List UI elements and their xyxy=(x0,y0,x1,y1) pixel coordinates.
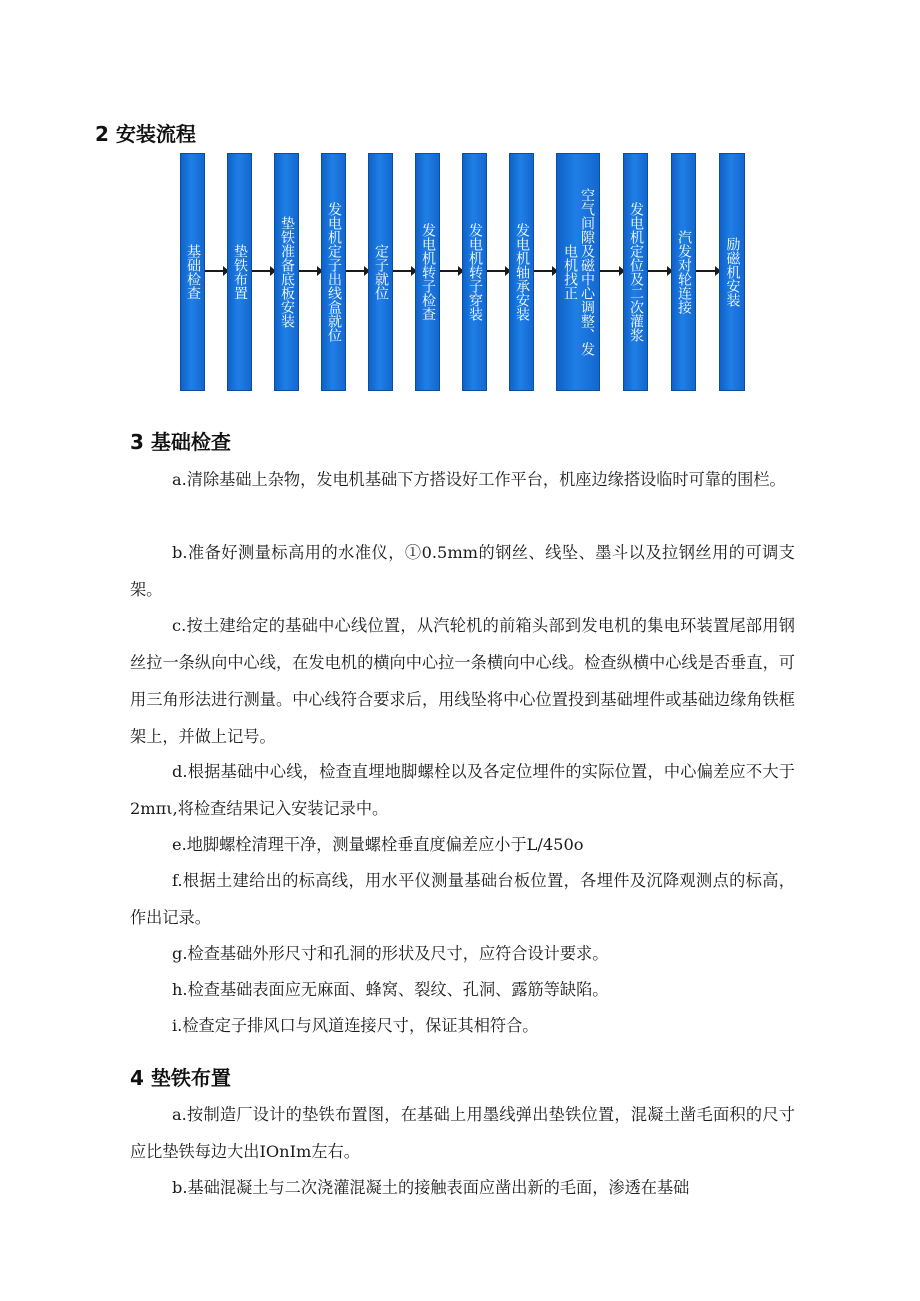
flow-step-label: 发电机转子检查 xyxy=(420,223,436,321)
section-3-title: 3 基础检查 xyxy=(130,430,231,454)
flow-step-label: 励磁机安装 xyxy=(724,237,741,307)
check-item-i: i.检查定子排风口与风道连接尺寸，保证其相符合。 xyxy=(172,1016,539,1035)
flow-step-label: 发电机定位及二次灌浆 xyxy=(628,202,644,342)
flow-step-label: 垫铁布置 xyxy=(232,244,248,300)
flow-step-5 xyxy=(368,153,393,391)
flow-step-9 xyxy=(556,153,600,391)
flow-arrow xyxy=(252,270,274,272)
check-item-a: a.清除基础上杂物，发电机基础下方搭设好工作平台，机座边缘搭设临时可靠的围栏。 xyxy=(172,470,786,489)
check-item-h: h.检查基础表面应无麻面、蜂窝、裂纹、孔洞、露筋等缺陷。 xyxy=(172,980,609,999)
check-item-b: b.准备好测量标高用的水准仪，①0.5mm的钢丝、线坠、墨斗以及拉钢丝用的可调支架。 xyxy=(130,543,795,599)
flow-arrow xyxy=(487,270,509,272)
flow-arrow xyxy=(440,270,462,272)
flow-arrow xyxy=(205,270,227,272)
flow-step-6 xyxy=(415,153,440,391)
flow-step-4 xyxy=(321,153,346,391)
flow-step-11 xyxy=(671,153,696,391)
check-item-f: f.根据土建给出的标高线，用水平仪测量基础台板位置，各埋件及沉降观测点的标高，作出记录。 xyxy=(130,871,795,927)
section-4-title: 4 垫铁布置 xyxy=(130,1066,231,1090)
section-2-title: 2 安装流程 xyxy=(95,122,196,146)
check-item-g: g.检查基础外形尺寸和孔洞的形状及尺寸，应符合设计要求。 xyxy=(172,944,609,963)
shim-item-a: a.按制造厂设计的垫铁布置图，在基础上用墨线弹出垫铁位置，混凝土凿毛面积的尺寸应比垫铁每边大出IOnIm左右。 xyxy=(130,1105,795,1161)
flow-step-label: 发电机轴承安装 xyxy=(514,223,530,321)
flow-step-label: 汽发对轮连接 xyxy=(676,230,692,314)
check-item-d: d.根据基础中心线，检查直埋地脚螺栓以及各定位埋件的实际位置，中心偏差应不大于2mπι,将检查结果记入安装记录中。 xyxy=(130,762,795,818)
flow-arrow xyxy=(600,270,623,272)
flow-step-label: 发电机定子出线盒就位 xyxy=(326,202,342,342)
flow-step-12 xyxy=(719,153,745,391)
flow-arrow xyxy=(534,270,556,272)
flow-step-label: 空气间隙及磁中心调整、发电机找正 xyxy=(562,188,595,356)
flow-arrow xyxy=(299,270,321,272)
flow-arrow xyxy=(346,270,368,272)
flow-step-10 xyxy=(623,153,648,391)
check-item-e: e.地脚螺栓清理干净，测量螺栓垂直度偏差应小于L∕450o xyxy=(172,835,584,854)
flow-step-label: 基础检查 xyxy=(185,244,201,300)
flow-step-1 xyxy=(180,153,205,391)
flow-step-7 xyxy=(462,153,487,391)
flow-step-8 xyxy=(509,153,534,391)
flow-step-label: 定子就位 xyxy=(373,244,389,300)
flow-arrow xyxy=(393,270,415,272)
installation-flowchart xyxy=(180,153,745,391)
flow-step-2 xyxy=(227,153,252,391)
flow-step-3 xyxy=(274,153,299,391)
check-item-c: c.按土建给定的基础中心线位置，从汽轮机的前箱头部到发电机的集电环装置尾部用钢丝拉一条纵向中心线，在发电机的横向中心拉一条横向中心线。检查纵横中心线是否垂直，可用三角形法进行测量。中心线符合要求后，用线坠将中心位置投到基础埋件或基础边缘角铁框架上，并做上记号。 xyxy=(130,616,795,746)
flow-arrow xyxy=(696,270,719,272)
flow-step-label: 发电机转子穿装 xyxy=(467,223,483,321)
flow-arrow xyxy=(648,270,671,272)
flow-step-label: 垫铁准备底板安装 xyxy=(279,216,295,328)
shim-item-b: b.基础混凝土与二次浇灌混凝土的接触表面应凿出新的毛面，渗透在基础 xyxy=(172,1178,690,1197)
